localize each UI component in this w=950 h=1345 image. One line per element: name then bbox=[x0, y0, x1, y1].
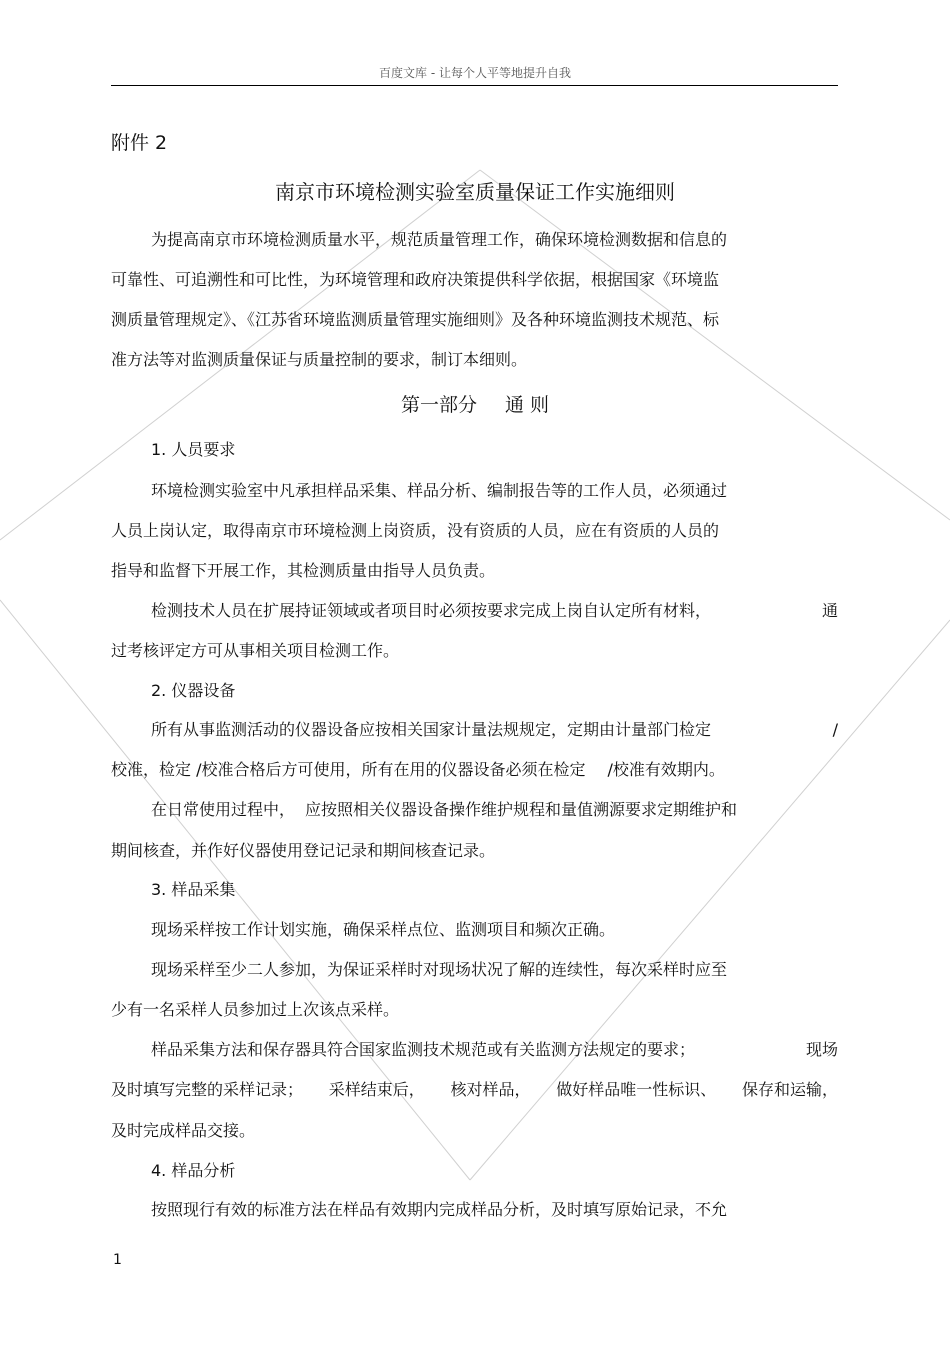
document-title: 南京市环境检测实验室质量保证工作实施细则 bbox=[275, 180, 675, 204]
section-heading: 2. 仪器设备 bbox=[151, 681, 236, 700]
paragraph-line: 按照现行有效的标准方法在样品有效期内完成样品分析，及时填写原始记录，不允 bbox=[151, 1200, 728, 1219]
page-number: 1 bbox=[113, 1252, 122, 1268]
paragraph-line: 及时完成样品交接。 bbox=[111, 1121, 256, 1140]
paragraph-text: 采样结束后， bbox=[328, 1080, 425, 1099]
paragraph-text: 所有从事监测活动的仪器设备应按相关国家计量法规规定，定期由计量部门检定 bbox=[151, 720, 712, 739]
part-heading-number: 第一部分 bbox=[400, 394, 477, 416]
paragraph-text: 在日常使用过程中， bbox=[151, 800, 296, 819]
page-header: 百度文库 - 让每个人平等地提升自我 bbox=[379, 66, 571, 80]
paragraph-line bbox=[151, 720, 838, 740]
header-divider bbox=[111, 85, 838, 86]
paragraph-line bbox=[111, 1080, 838, 1100]
paragraph-text: 保存和运输， bbox=[741, 1080, 838, 1099]
paragraph-text: 应按照相关仪器设备操作维护规程和量值溯源要求定期维护和 bbox=[305, 800, 738, 819]
intro-line: 测质量管理规定》、《江苏省环境监测质量管理实施细则》及各种环境监测技术规范、标 bbox=[111, 310, 720, 329]
section-heading: 1. 人员要求 bbox=[151, 440, 236, 459]
intro-line: 可靠性、可追溯性和可比性，为环境管理和政府决策提供科学依据，根据国家《环境监 bbox=[111, 270, 720, 289]
paragraph-line bbox=[151, 800, 737, 820]
paragraph-line bbox=[111, 760, 725, 780]
paragraph-text: 样品采集方法和保存器具符合国家监测技术规范或有关监测方法规定的要求； bbox=[151, 1040, 696, 1059]
part-heading-name: 通 则 bbox=[504, 394, 550, 416]
paragraph-text: 通 bbox=[821, 601, 838, 620]
section-heading: 3. 样品采集 bbox=[151, 880, 236, 899]
paragraph-text: 现场 bbox=[805, 1040, 838, 1059]
paragraph-line: 现场采样按工作计划实施，确保采样点位、监测项目和频次正确。 bbox=[151, 920, 616, 939]
paragraph-text: / bbox=[832, 720, 838, 739]
paragraph-line bbox=[151, 1040, 838, 1060]
part-heading bbox=[0, 390, 950, 417]
paragraph-text: /校准有效期内。 bbox=[607, 760, 725, 779]
paragraph-line: 过考核评定方可从事相关项目检测工作。 bbox=[111, 641, 400, 660]
paragraph-line: 现场采样至少二人参加，为保证采样时对现场状况了解的连续性，每次采样时应至 bbox=[151, 960, 728, 979]
paragraph-line bbox=[151, 601, 838, 621]
paragraph-text: 做好样品唯一性标识、 bbox=[556, 1080, 717, 1099]
paragraph-text: 及时填写完整的采样记录； bbox=[111, 1080, 304, 1099]
paragraph-line: 环境检测实验室中凡承担样品采集、样品分析、编制报告等的工作人员，必须通过 bbox=[151, 481, 728, 500]
paragraph-line: 指导和监督下开展工作，其检测质量由指导人员负责。 bbox=[111, 561, 496, 580]
paragraph-line: 少有一名采样人员参加过上次该点采样。 bbox=[111, 1000, 400, 1019]
paragraph-line: 人员上岗认定，取得南京市环境检测上岗资质，没有资质的人员，应在有资质的人员的 bbox=[111, 521, 720, 540]
section-heading: 4. 样品分析 bbox=[151, 1161, 236, 1180]
intro-line: 为提高南京市环境检测质量水平，规范质量管理工作，确保环境检测数据和信息的 bbox=[151, 230, 728, 249]
paragraph-text: 校准，检定 /校准合格后方可使用，所有在用的仪器设备必须在检定 bbox=[111, 760, 586, 779]
paragraph-text: 检测技术人员在扩展持证领域或者项目时必须按要求完成上岗自认定所有材料， bbox=[151, 601, 712, 620]
intro-line: 准方法等对监测质量保证与质量控制的要求，制订本细则。 bbox=[111, 350, 528, 369]
paragraph-text: 核对样品， bbox=[450, 1080, 531, 1099]
attachment-label: 附件 2 bbox=[111, 132, 168, 154]
paragraph-line: 期间核查，并作好仪器使用登记记录和期间核查记录。 bbox=[111, 841, 496, 860]
